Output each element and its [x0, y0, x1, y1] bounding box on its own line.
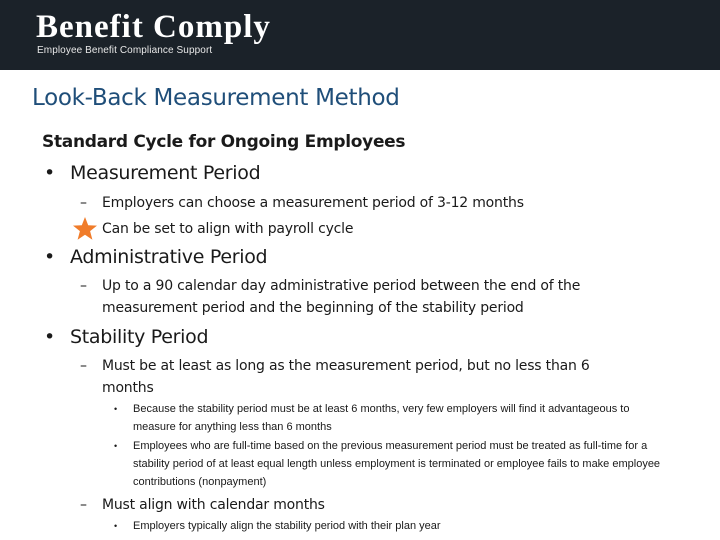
sub-bullet-text: Must be at least as long as the measurement period, but no less than 6 months	[102, 358, 590, 396]
bullet-stability-period	[44, 326, 208, 348]
bullet-dot: •	[114, 441, 118, 451]
header-bar	[0, 0, 720, 70]
bullet-label: Stability Period	[70, 326, 209, 348]
sub-bullet	[80, 192, 640, 214]
bullet-dot: •	[44, 246, 55, 268]
sub-bullet	[80, 494, 640, 516]
bullet-dot: •	[114, 404, 118, 414]
dash-marker: –	[80, 497, 87, 513]
bullet-label: Measurement Period	[70, 162, 261, 184]
logo-subtitle: Employee Benefit Compliance Support	[37, 45, 213, 56]
slide-title: Look-Back Measurement Method	[32, 85, 400, 111]
bullet-dot: •	[114, 521, 118, 531]
bullet-label: Administrative Period	[70, 246, 268, 268]
sub-bullet-text: Employers can choose a measurement period of 3-12 months	[102, 195, 524, 211]
detail-bullet-text: Because the stability period must be at least 6 months, very few employers will find it advantageous to measure for anything less than 6 months	[133, 403, 630, 433]
logo-title: Benefit Comply	[36, 9, 271, 45]
bullet-dot: •	[44, 162, 55, 184]
bullet-dot: •	[44, 326, 55, 348]
section-title: Standard Cycle for Ongoing Employees	[42, 132, 406, 152]
dash-marker: –	[80, 278, 87, 294]
sub-bullet	[80, 355, 640, 399]
bullet-administrative-period	[44, 246, 267, 268]
detail-bullet-text: Employers typically align the stability period with their plan year	[133, 520, 441, 532]
detail-bullet	[114, 437, 674, 491]
sub-bullet-text: Up to a 90 calendar day administrative period between the end of the measurement period and the beginning of the stability period	[102, 278, 581, 316]
dash-marker: –	[80, 195, 87, 211]
detail-bullet	[114, 400, 674, 436]
sub-bullet	[80, 218, 640, 240]
sub-bullet	[80, 275, 640, 319]
detail-bullet-text: Employees who are full-time based on the previous measurement period must be treated as full-time for a stability period of at least equal length unless employment is terminated or employee fails to make employee contributions (nonpayment)	[133, 440, 661, 488]
sub-bullet-text: Can be set to align with payroll cycle	[102, 221, 354, 237]
bullet-measurement-period	[44, 162, 260, 184]
dash-marker: –	[80, 358, 87, 374]
sub-bullet-text: Must align with calendar months	[102, 497, 325, 513]
detail-bullet	[114, 517, 674, 535]
